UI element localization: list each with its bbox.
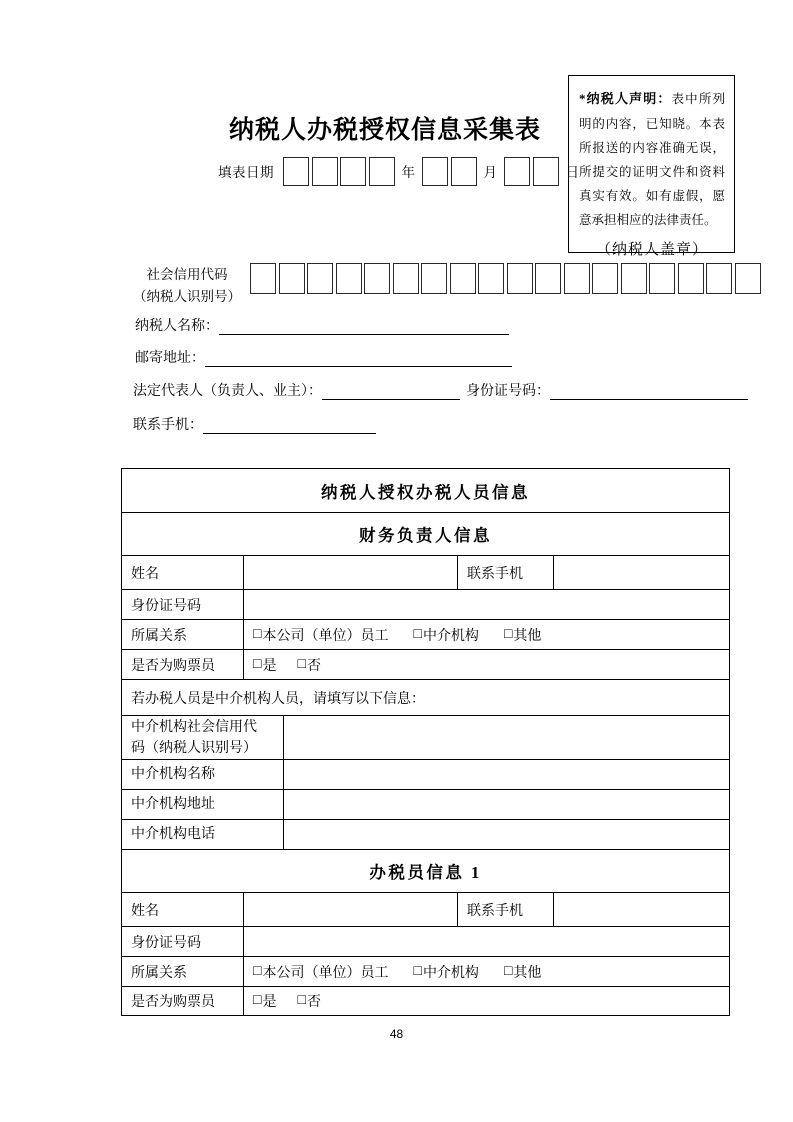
clerk1-ticket-label: 是否为购票员 (131, 995, 215, 1010)
legal-rep-input[interactable] (322, 382, 460, 400)
clerk1-relation-options (243, 957, 729, 986)
day-unit-label: 日 (565, 165, 579, 180)
write-in-box[interactable] (706, 263, 732, 294)
write-in-box[interactable] (592, 263, 618, 294)
agency-address-row (122, 789, 729, 819)
write-in-box[interactable] (422, 157, 448, 186)
credit-code-boxes (250, 263, 761, 294)
finance-ticket-options (243, 650, 729, 679)
ticket-option-yes-label: 是 (262, 658, 277, 674)
ticket-option-yes[interactable] (253, 991, 276, 1011)
ticket-option-no-label: 否 (306, 995, 321, 1010)
clerk1-ticket-row (122, 986, 729, 1015)
relation-option-company[interactable] (253, 962, 388, 982)
write-in-box[interactable] (621, 263, 647, 294)
agency-address-label: 中介机构地址 (131, 797, 215, 812)
id-number-input[interactable] (550, 382, 748, 400)
mailing-address-label: 邮寄地址： (135, 351, 205, 366)
finance-relation-row (122, 619, 729, 649)
finance-id-input[interactable] (243, 590, 729, 619)
mobile-input[interactable] (203, 416, 376, 434)
agency-phone-row (122, 819, 729, 849)
write-in-box[interactable] (307, 263, 333, 294)
agency-phone-label: 中介机构电话 (131, 827, 215, 842)
table-title-row (122, 469, 729, 512)
agency-name-input[interactable] (283, 760, 729, 789)
authorized-personnel-table (121, 468, 730, 1016)
agency-name-label: 中介机构名称 (131, 767, 215, 782)
agency-address-input[interactable] (283, 790, 729, 819)
agency-note-row (122, 679, 729, 715)
checkbox-icon[interactable]: □ (253, 993, 262, 1008)
credit-code-label (126, 264, 248, 309)
relation-option-other-label: 其他 (513, 965, 542, 981)
write-in-box[interactable] (450, 263, 476, 294)
clerk1-name-label: 姓名 (131, 903, 159, 919)
write-in-box[interactable] (478, 263, 504, 294)
finance-officer-header-row (122, 512, 729, 555)
relation-option-company[interactable] (253, 625, 388, 645)
clerk1-name-input[interactable] (243, 893, 457, 926)
clerk1-relation-label: 所属关系 (131, 965, 187, 981)
checkbox-icon[interactable]: □ (413, 626, 422, 642)
year-unit-label: 年 (401, 165, 415, 180)
month-unit-label: 月 (483, 165, 497, 180)
clerk1-name-row (122, 892, 729, 926)
month-boxes (422, 157, 477, 186)
fill-date-row (218, 156, 586, 186)
relation-option-other[interactable] (504, 962, 541, 982)
taxpayer-stamp-label: （纳税人盖章） (595, 241, 708, 258)
clerk1-mobile-label: 联系手机 (457, 893, 553, 926)
relation-option-agency[interactable] (413, 962, 478, 982)
write-in-box[interactable] (336, 263, 362, 294)
checkbox-icon[interactable]: □ (503, 626, 513, 642)
agency-code-input[interactable] (283, 716, 729, 759)
legal-rep-field (133, 380, 748, 400)
relation-option-other[interactable] (504, 625, 541, 645)
finance-name-row (122, 555, 729, 589)
page-number: 48 (389, 1027, 404, 1041)
finance-id-label: 身份证号码 (131, 598, 201, 614)
relation-option-agency-label: 中介机构 (422, 628, 479, 644)
write-in-box[interactable] (535, 263, 561, 294)
clerk1-header: 办税员信息 1 (369, 863, 482, 882)
credit-code-label-line2: （纳税人识别号） (133, 289, 241, 305)
clerk1-id-label: 身份证号码 (131, 935, 201, 951)
finance-relation-label: 所属关系 (131, 628, 187, 644)
finance-officer-header: 财务负责人信息 (359, 526, 492, 545)
credit-code-label-line1: 社会信用代码 (146, 267, 228, 282)
taxpayer-declaration-box (565, 75, 735, 258)
write-in-box[interactable] (369, 157, 395, 186)
write-in-box[interactable] (504, 157, 530, 186)
clerk1-relation-row (122, 956, 729, 986)
legal-rep-label: 法定代表人（负责人、业主）： (133, 384, 322, 399)
write-in-box[interactable] (421, 263, 447, 294)
id-number-label: 身份证号码： (466, 384, 550, 399)
write-in-box[interactable] (735, 263, 761, 294)
ticket-option-no[interactable] (297, 991, 320, 1011)
write-in-box[interactable] (364, 263, 390, 294)
relation-option-company-label: 本公司（单位）员工 (262, 628, 389, 644)
agency-name-row (122, 759, 729, 789)
checkbox-icon[interactable]: □ (297, 656, 306, 672)
clerk1-ticket-options (243, 987, 729, 1015)
write-in-box[interactable] (250, 263, 276, 294)
year-boxes (283, 157, 395, 186)
finance-ticket-row (122, 649, 729, 679)
mailing-address-input[interactable] (205, 349, 512, 367)
checkbox-icon[interactable]: □ (413, 963, 422, 979)
write-in-box[interactable] (279, 263, 305, 294)
write-in-box[interactable] (393, 263, 419, 294)
checkbox-icon[interactable]: □ (503, 963, 513, 979)
clerk1-header-row (122, 849, 729, 892)
write-in-box[interactable] (649, 263, 675, 294)
checkbox-icon[interactable]: □ (253, 963, 262, 979)
write-in-box[interactable] (678, 263, 704, 294)
relation-option-agency[interactable] (413, 625, 478, 645)
write-in-box[interactable] (312, 157, 338, 186)
write-in-box[interactable] (533, 157, 559, 186)
relation-option-agency-label: 中介机构 (422, 965, 479, 981)
ticket-option-no-label: 否 (306, 658, 321, 674)
ticket-option-yes-label: 是 (262, 995, 277, 1010)
clerk1-id-input[interactable] (243, 927, 729, 956)
ticket-option-yes[interactable] (253, 655, 276, 675)
clerk1-id-row (122, 926, 729, 956)
agency-code-label: 中介机构社会信用代码（纳税人识别号） (131, 719, 257, 756)
agency-code-row (122, 715, 729, 759)
finance-id-row (122, 589, 729, 619)
page-title: 纳税人办税授权信息采集表 (228, 117, 541, 144)
checkbox-icon[interactable]: □ (297, 993, 306, 1008)
declaration-lead: *纳税人声明： (579, 91, 672, 106)
taxpayer-name-label: 纳税人名称： (135, 319, 219, 334)
relation-option-company-label: 本公司（单位）员工 (262, 965, 389, 981)
clerk1-mobile-input[interactable] (553, 893, 729, 926)
declaration-body: 表中所列明的内容，已知晓。本表所报送的内容准确无误，所提交的证明文件和资料真实有效。如有虚假，愿意承担相应的法律责任。 (579, 92, 725, 227)
agency-note: 若办税人员是中介机构人员，请填写以下信息： (131, 691, 425, 707)
day-boxes (504, 157, 559, 186)
ticket-option-no[interactable] (297, 655, 320, 675)
write-in-box[interactable] (340, 157, 366, 186)
finance-name-label: 姓名 (131, 566, 159, 582)
table-title: 纳税人授权办税人员信息 (321, 482, 530, 502)
agency-phone-input[interactable] (283, 820, 729, 849)
mobile-field (133, 414, 376, 434)
finance-name-input[interactable] (243, 556, 457, 589)
fill-date-label: 填表日期 (218, 165, 274, 180)
finance-mobile-label: 联系手机 (457, 556, 553, 589)
mailing-address-field (135, 347, 512, 367)
finance-mobile-input[interactable] (553, 556, 729, 589)
checkbox-icon[interactable]: □ (253, 656, 262, 672)
relation-option-other-label: 其他 (513, 628, 542, 644)
write-in-box[interactable] (564, 263, 590, 294)
write-in-box[interactable] (283, 157, 309, 186)
taxpayer-name-field (135, 315, 509, 335)
finance-relation-options (243, 620, 729, 649)
checkbox-icon[interactable]: □ (253, 626, 262, 642)
mobile-label: 联系手机： (133, 418, 203, 433)
taxpayer-name-input[interactable] (219, 317, 509, 335)
finance-ticket-label: 是否为购票员 (131, 658, 215, 674)
write-in-box[interactable] (451, 157, 477, 186)
write-in-box[interactable] (507, 263, 533, 294)
